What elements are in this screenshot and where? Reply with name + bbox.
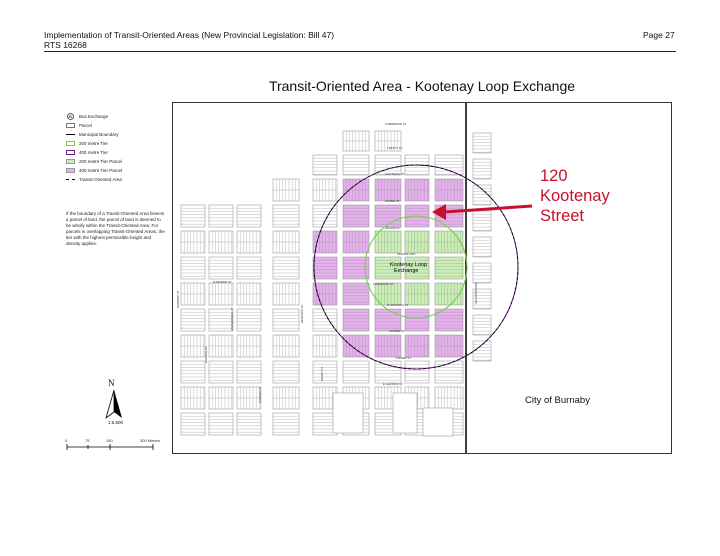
parcel-block (375, 205, 401, 227)
legend-note: If the boundary of a Transit-Oriented Area bisects a parcel of land, the parcel of land is deemed to be wholly within the Transit-Oriented Area. For parcels in overlapping Transit-Oriented Areas, the tier with the highest permissible height and density applies. (66, 211, 165, 246)
parcel-block (209, 257, 233, 279)
street-label: TRINITY ST (387, 146, 403, 150)
tier200-parcel-swatch (66, 159, 75, 164)
parcel-block (343, 179, 369, 201)
parcel-block (343, 131, 369, 151)
legend-item-200m-tier: 200 metre Tier (66, 139, 122, 148)
legend-item-parcel: Parcel (66, 121, 122, 130)
street-label: TURNER ST (395, 356, 412, 360)
parcel-block (405, 231, 429, 253)
parcel-block (181, 257, 205, 279)
exchange-label-line2: Exchange (394, 268, 419, 274)
svg-text:B: B (69, 114, 72, 120)
map-title: Transit-Oriented Area - Kootenay Loop Exchange (268, 78, 576, 94)
street-label: NANAIMO ST (176, 290, 180, 308)
street-label: RENFREW ST (300, 304, 304, 323)
parcel-block (473, 159, 491, 179)
parcel-block (209, 231, 233, 253)
north-label: N (108, 378, 115, 388)
parcel-block (237, 361, 261, 383)
parcel-block (237, 309, 261, 331)
parcel-block (473, 133, 491, 153)
parcel-block (181, 283, 205, 305)
tier400-parcel-swatch (66, 168, 75, 173)
tier400-swatch (66, 150, 75, 155)
parcel-block (435, 155, 463, 175)
parcel-block (343, 155, 369, 175)
parcel-block (209, 283, 233, 305)
parcel-block (273, 179, 299, 201)
parcel-block (375, 179, 401, 201)
parcel-block (273, 257, 299, 279)
header-divider (44, 51, 676, 52)
map-scale: 1:5,500 (108, 420, 124, 425)
toa-swatch (66, 179, 75, 180)
parcel-block (435, 361, 463, 383)
annotation-arrow-icon (428, 198, 538, 222)
parcel-block (375, 361, 401, 383)
parcel-block (273, 205, 299, 227)
parcel-block (343, 309, 369, 331)
parcel-block (181, 361, 205, 383)
scalebar-label-0: 0 (65, 438, 68, 443)
scalebar-label-150: 150 (106, 438, 113, 443)
parcel-block (209, 335, 233, 357)
tier200-swatch (66, 141, 75, 146)
street-label: WINDERMERE ST (230, 307, 234, 331)
parcel-swatch (66, 123, 75, 128)
parcel-block (181, 413, 205, 435)
tier200-parcels-layer (375, 231, 463, 305)
city-label: City of Burnaby (525, 395, 590, 406)
parcel-block (181, 335, 205, 357)
document-reference: RTS 16268 (44, 40, 87, 50)
annotation-line-1: 120 (540, 167, 568, 185)
scalebar-label-75: 75 (85, 438, 90, 443)
north-arrow-icon (104, 390, 124, 420)
scalebar-label-300: 300 Meters (140, 438, 161, 443)
street-label: WILLIAM ST (385, 226, 401, 230)
parcel-block (343, 361, 369, 383)
street-label: KOOTENAY ST (385, 172, 405, 176)
parcel-block (375, 231, 401, 253)
parcel-block (313, 335, 337, 357)
parcel-block (405, 361, 429, 383)
parcel-block (209, 387, 233, 409)
map-legend (66, 112, 122, 184)
parcel-block (313, 179, 337, 201)
street-label: E PENDER ST (213, 280, 232, 284)
parcel-block (237, 283, 261, 305)
parcel-block (181, 231, 205, 253)
street-label: DUNDAS ST (258, 386, 262, 403)
annotation-line-3: Street (540, 207, 585, 225)
street-label: E GEORGIA ST (383, 382, 403, 386)
legend-item-transit-oriented-area: Transit-Oriented Area (66, 175, 122, 184)
document-title: Implementation of Transit-Oriented Areas (New Provincial Legislation: Bill 47) (44, 30, 335, 40)
parcel-block (435, 335, 463, 357)
parcel-block (375, 309, 401, 331)
parcel-block (435, 257, 463, 279)
parcel-block (209, 205, 233, 227)
parcel-block (473, 341, 491, 361)
parcel-block (273, 231, 299, 253)
parcel-block (273, 413, 299, 435)
legend-item-200m-tier-parcel: 200 metre Tier Parcel (66, 157, 122, 166)
parcel-block (313, 283, 337, 305)
municipal-boundary-swatch (66, 134, 75, 135)
parcel-block (181, 387, 205, 409)
map-canvas (173, 103, 672, 454)
legend-item-400m-tier: 400 metre Tier (66, 148, 122, 157)
parcel-block (405, 179, 429, 201)
street-label: PRIVATE HWY (397, 252, 416, 256)
parcel-block (273, 309, 299, 331)
legend-item-bus-exchange: B Bus Exchange (66, 112, 122, 121)
legend-item-municipal-boundary: Municipal Boundary (66, 130, 122, 139)
parcel-block (473, 263, 491, 283)
parcel-block (273, 283, 299, 305)
parcel-block (237, 231, 261, 253)
parcel-block (237, 205, 261, 227)
parcel-block (273, 387, 299, 409)
parcel-block (181, 309, 205, 331)
parcel-block (181, 205, 205, 227)
annotation-line-2: Kootenay (540, 187, 610, 205)
parcel-block (405, 309, 429, 331)
street-label: CAMBRIDGE ST (385, 122, 407, 126)
parcel-block (375, 335, 401, 357)
parcel-block (473, 237, 491, 257)
parcel-block (473, 315, 491, 335)
parcel-block (209, 413, 233, 435)
parcel-block (237, 335, 261, 357)
scale-bar (66, 443, 156, 451)
parcel-block (393, 393, 417, 433)
parcel-block (237, 257, 261, 279)
street-label: GRANT ST (320, 366, 324, 381)
exchange-label-line1: Kootenay Loop (390, 262, 428, 268)
parcel-block (343, 231, 369, 253)
parcel-block (333, 393, 363, 433)
parcel-block (313, 205, 337, 227)
street-label: BOUNDARY RD (474, 283, 478, 304)
address-annotation (540, 166, 610, 226)
street-label: E HASTINGS ST (387, 303, 409, 307)
street-label: FRASER ST (389, 329, 405, 333)
page-number: Page 27 (643, 30, 675, 40)
parcel-block (237, 413, 261, 435)
parcel-block (343, 283, 369, 305)
parcel-block (405, 335, 429, 357)
parcel-block (273, 361, 299, 383)
parcel-block (435, 231, 463, 253)
street-label: LAKEWOOD ST (373, 282, 394, 286)
parcel-block (423, 408, 453, 436)
parcel-block (313, 361, 337, 383)
parcel-block (209, 361, 233, 383)
parcel-block (343, 335, 369, 357)
parcel-block (313, 155, 337, 175)
parcel-block (343, 205, 369, 227)
parcel-block (405, 283, 429, 305)
street-label: GARDEN DR (204, 346, 208, 363)
street-label: NAPIER ST (385, 199, 400, 203)
bus-exchange-icon (66, 113, 75, 120)
parcel-block (313, 257, 337, 279)
parcel-block (435, 387, 463, 409)
map-frame (172, 102, 672, 454)
legend-item-400m-tier-parcel: 400 metre Tier Parcel (66, 166, 122, 175)
parcel-block (273, 335, 299, 357)
